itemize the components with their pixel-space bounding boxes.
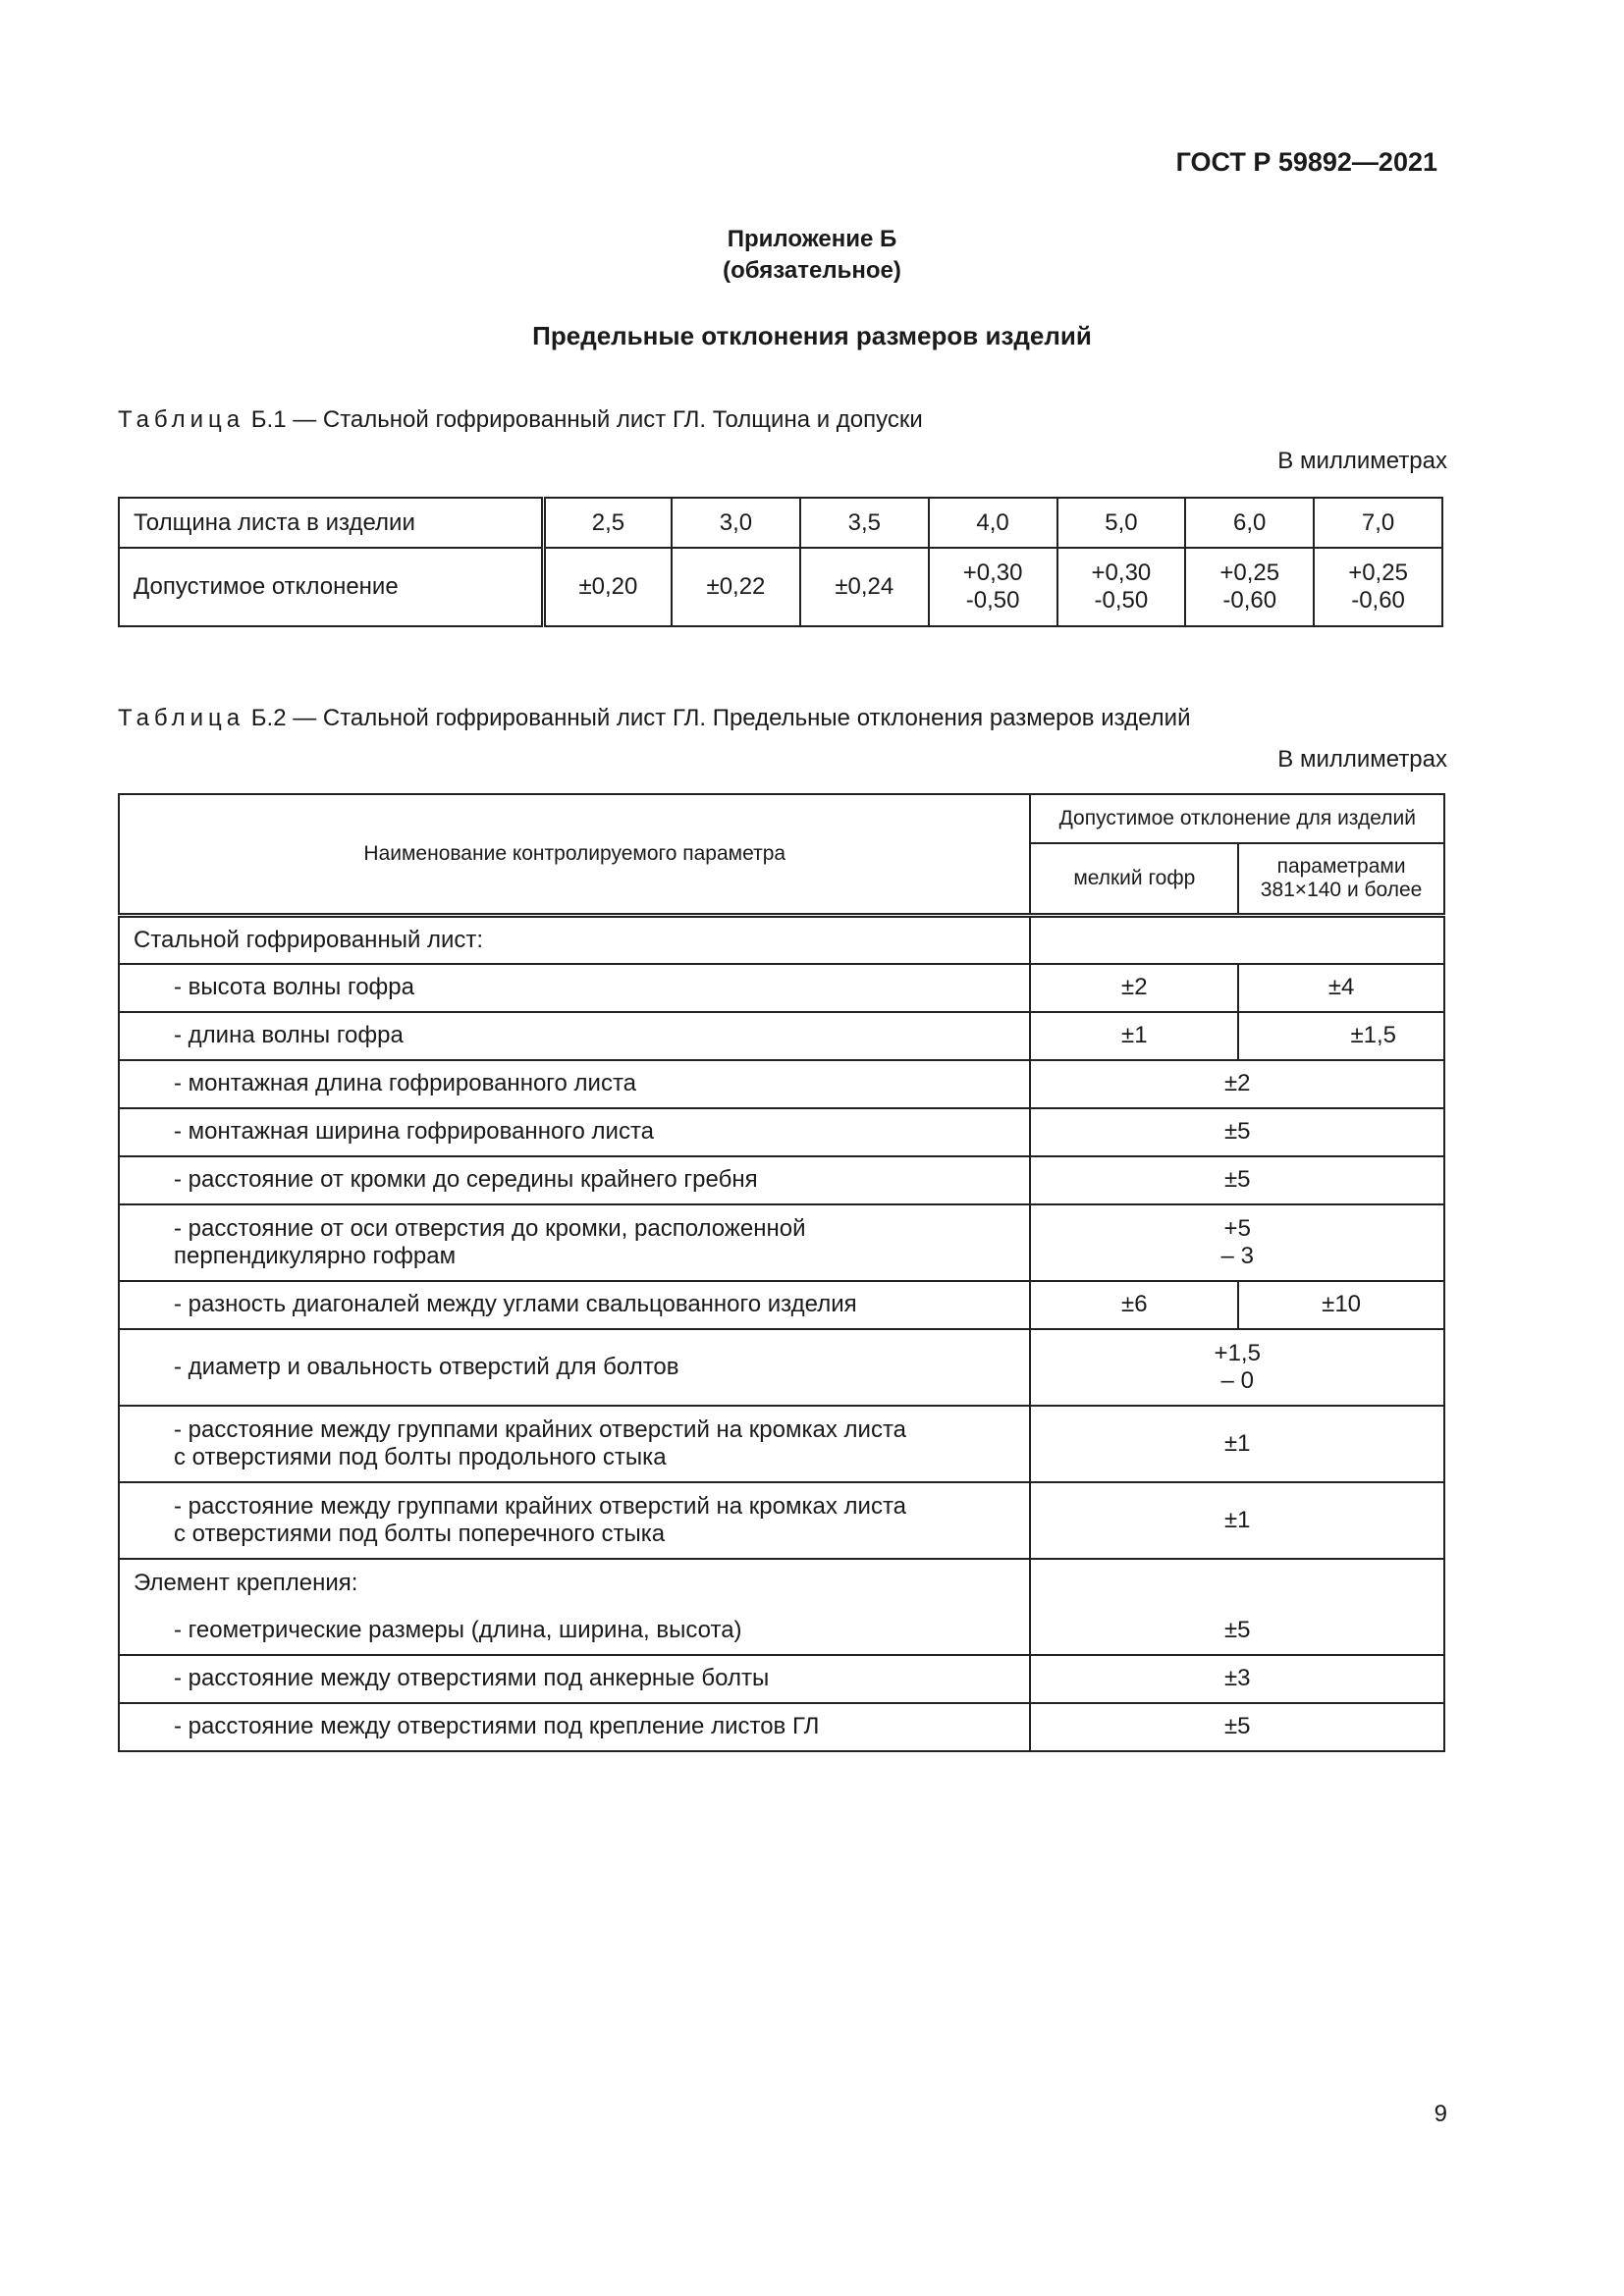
table1-caption xyxy=(118,406,923,434)
table-row xyxy=(119,1060,1444,1108)
parameter-cell: - разность диагоналей между углами свальцованного изделия xyxy=(119,1281,1030,1329)
table2-caption xyxy=(118,705,1190,732)
table-row xyxy=(119,1703,1444,1751)
value-cell: ±5 xyxy=(1030,1108,1444,1156)
value-lower: – 3 xyxy=(1220,1242,1254,1269)
table-row xyxy=(119,1012,1444,1060)
value-small: ±2 xyxy=(1030,964,1238,1012)
deviation-upper: +0,30 xyxy=(962,560,1023,586)
table-header-row xyxy=(119,794,1444,843)
deviation-upper: +0,30 xyxy=(1091,560,1152,586)
parameter-line2: с отверстиями под болты поперечного стыка xyxy=(174,1520,666,1547)
deviation-lower: -0,60 xyxy=(1222,587,1277,614)
table-row xyxy=(119,1406,1444,1482)
table-row xyxy=(119,1607,1444,1655)
table1-units: В миллиметрах xyxy=(1277,448,1447,474)
parameter-cell: - диаметр и овальность отверстий для болтов xyxy=(119,1329,1030,1406)
value-large: ±1,5 xyxy=(1238,1012,1444,1060)
parameter-cell xyxy=(119,1482,1030,1559)
parameter-cell: - высота волны гофра xyxy=(119,964,1030,1012)
header-small-corrugation: мелкий гофр xyxy=(1030,843,1238,915)
table-row xyxy=(119,916,1444,964)
table2-units: В миллиметрах xyxy=(1277,746,1447,773)
table-row xyxy=(119,1655,1444,1703)
value-small: ±6 xyxy=(1030,1281,1238,1329)
parameter-cell: - длина волны гофра xyxy=(119,1012,1030,1060)
thickness-cell: 7,0 xyxy=(1314,498,1442,548)
deviation-lower: -0,50 xyxy=(965,587,1020,614)
parameter-cell: - расстояние между отверстиями под анкерные болты xyxy=(119,1655,1030,1703)
thickness-cell: 3,0 xyxy=(672,498,800,548)
deviation-lower: -0,50 xyxy=(1094,587,1149,614)
table2-caption-text: Б.2 — Стальной гофрированный лист ГЛ. Предельные отклонения размеров изделий xyxy=(244,705,1191,731)
thickness-cell: 6,0 xyxy=(1185,498,1314,548)
thickness-cell: 5,0 xyxy=(1057,498,1186,548)
parameter-cell: - расстояние от кромки до середины крайнего гребня xyxy=(119,1156,1030,1204)
table-row xyxy=(119,1204,1444,1281)
table-row xyxy=(119,964,1444,1012)
section-title: Предельные отклонения размеров изделий xyxy=(532,321,1092,350)
annex-status: (обязательное) xyxy=(723,257,901,284)
deviation-cell xyxy=(800,548,929,626)
table1-caption-prefix: Таблица xyxy=(118,406,245,433)
deviations-table xyxy=(118,793,1445,1752)
value-cell xyxy=(1030,1204,1444,1281)
parameter-line2: перпендикулярно гофрам xyxy=(174,1242,457,1269)
deviation-cell xyxy=(543,548,672,626)
parameter-cell xyxy=(119,1204,1030,1281)
table-row xyxy=(119,1156,1444,1204)
value-cell: ±3 xyxy=(1030,1655,1444,1703)
value-lower: – 0 xyxy=(1220,1366,1254,1394)
deviation-upper: +0,25 xyxy=(1219,560,1280,586)
row-label: Допустимое отклонение xyxy=(119,548,543,626)
parameter-cell: - монтажная ширина гофрированного листа xyxy=(119,1108,1030,1156)
parameter-line1: - расстояние между группами крайних отверстий на кромках листа xyxy=(174,1415,907,1443)
value-large: ±4 xyxy=(1238,964,1444,1012)
value-large: ±10 xyxy=(1238,1281,1444,1329)
thickness-cell: 3,5 xyxy=(800,498,929,548)
header-large-line1: параметрами xyxy=(1276,855,1406,879)
parameter-line1: - расстояние между группами крайних отверстий на кромках листа xyxy=(174,1492,907,1520)
value-cell: ±5 xyxy=(1030,1156,1444,1204)
table-row xyxy=(119,498,1442,548)
table-row xyxy=(119,1108,1444,1156)
group-label: Элемент крепления: xyxy=(119,1559,1030,1607)
table-row xyxy=(119,1281,1444,1329)
table-row xyxy=(119,1482,1444,1559)
empty-cell xyxy=(1030,916,1444,964)
table-row xyxy=(119,1559,1444,1607)
table2-caption-prefix: Таблица xyxy=(118,705,245,731)
parameter-line2: с отверстиями под болты продольного стыка xyxy=(174,1443,667,1470)
deviation-cell xyxy=(672,548,800,626)
header-large-line2: 381×140 и более xyxy=(1260,879,1423,902)
table-row xyxy=(119,548,1442,626)
empty-cell xyxy=(1030,1559,1444,1607)
value-cell: ±1 xyxy=(1030,1406,1444,1482)
table1-caption-text: Б.1 — Стальной гофрированный лист ГЛ. Толщина и допуски xyxy=(244,406,923,433)
value-upper: +5 xyxy=(1223,1214,1251,1242)
value-cell: ±1 xyxy=(1030,1482,1444,1559)
deviation-cell xyxy=(1185,548,1314,626)
thickness-cell: 2,5 xyxy=(543,498,672,548)
value-small: ±1 xyxy=(1030,1012,1238,1060)
value-cell: ±5 xyxy=(1030,1703,1444,1751)
deviation-cell xyxy=(1057,548,1186,626)
deviation-upper: ±0,24 xyxy=(835,573,894,600)
deviation-upper: +0,25 xyxy=(1348,560,1408,586)
value-upper: +1,5 xyxy=(1214,1339,1261,1366)
table-row xyxy=(119,1329,1444,1406)
deviation-upper: ±0,22 xyxy=(706,573,766,600)
parameter-cell: - геометрические размеры (длина, ширина, высота) xyxy=(119,1607,1030,1655)
group-label: Стальной гофрированный лист: xyxy=(119,916,1030,964)
thickness-table xyxy=(118,497,1443,627)
page-number: 9 xyxy=(1434,2101,1447,2127)
deviation-lower: -0,60 xyxy=(1351,587,1405,614)
deviation-cell xyxy=(1314,548,1442,626)
parameter-cell xyxy=(119,1406,1030,1482)
deviation-cell xyxy=(929,548,1057,626)
header-large-corrugation xyxy=(1238,843,1444,915)
parameter-cell: - расстояние между отверстиями под крепление листов ГЛ xyxy=(119,1703,1030,1751)
value-cell: ±5 xyxy=(1030,1607,1444,1655)
parameter-cell: - монтажная длина гофрированного листа xyxy=(119,1060,1030,1108)
header-deviation: Допустимое отклонение для изделий xyxy=(1030,794,1444,843)
value-cell xyxy=(1030,1329,1444,1406)
deviation-upper: ±0,20 xyxy=(578,573,638,600)
parameter-line1: - расстояние от оси отверстия до кромки, расположенной xyxy=(174,1214,806,1242)
thickness-cell: 4,0 xyxy=(929,498,1057,548)
header-parameter: Наименование контролируемого параметра xyxy=(119,794,1030,916)
row-label: Толщина листа в изделии xyxy=(119,498,543,548)
standard-number: ГОСТ Р 59892—2021 xyxy=(1175,147,1437,177)
annex-title: Приложение Б xyxy=(727,226,897,252)
value-cell: ±2 xyxy=(1030,1060,1444,1108)
